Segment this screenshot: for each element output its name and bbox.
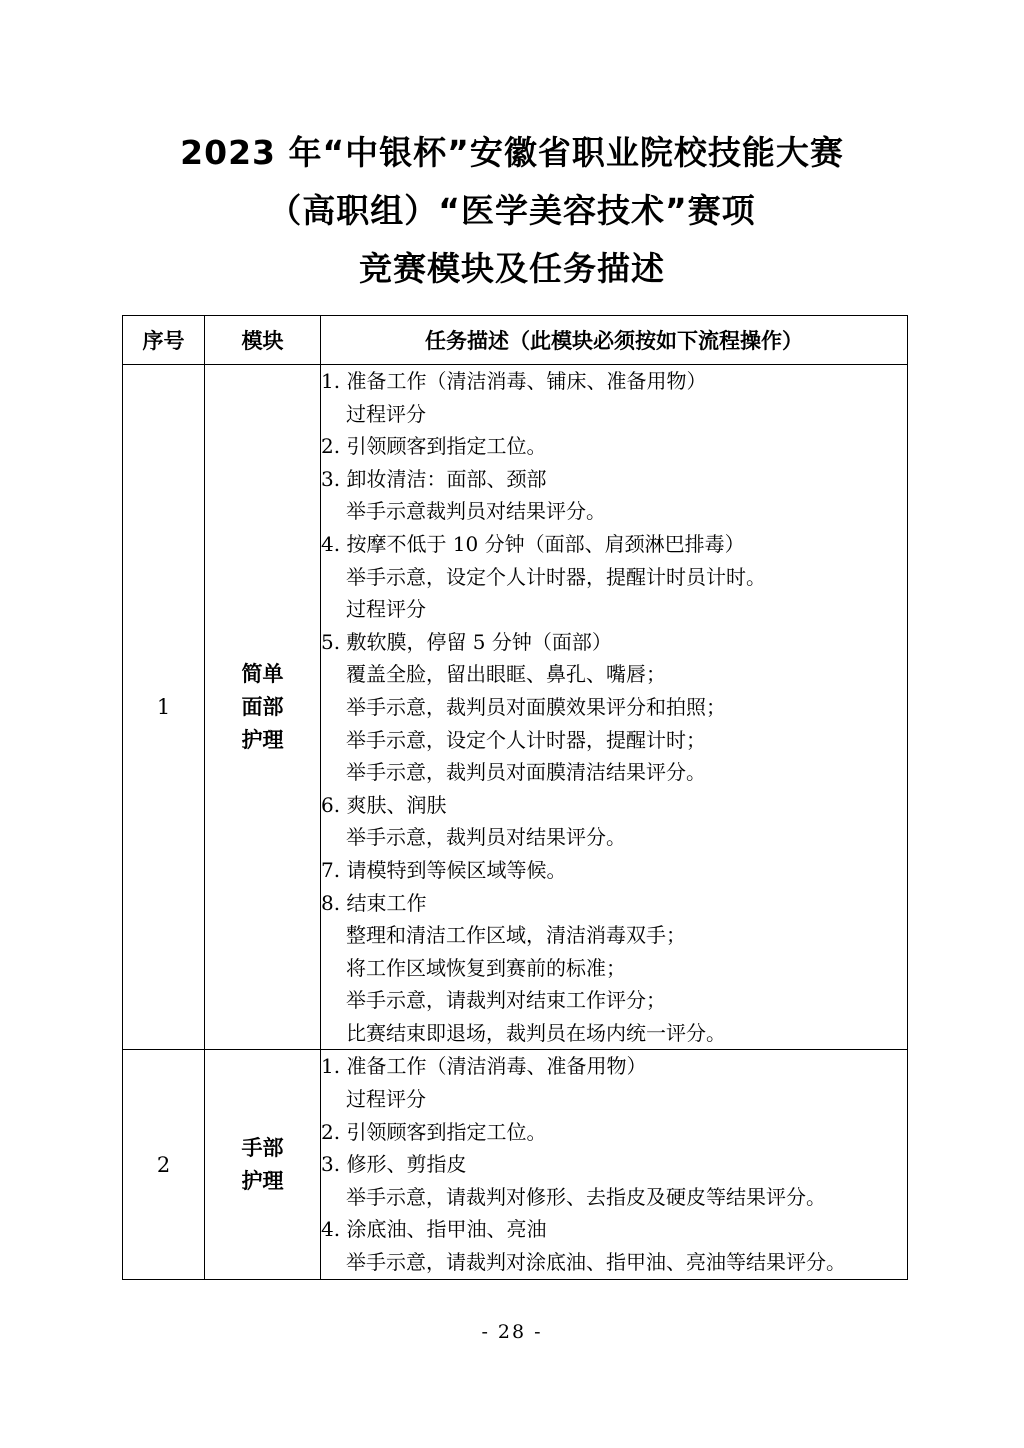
table-row xyxy=(123,1050,908,1279)
task-step: 3. 卸妆清洁：面部、颈部 xyxy=(321,466,547,491)
task-detail: 举手示意，请裁判对修形、去指皮及硬皮等结果评分。 xyxy=(346,1184,826,1209)
row-num: 2 xyxy=(123,1050,205,1279)
task-step: 1. 准备工作（清洁消毒、铺床、准备用物） xyxy=(321,369,707,393)
header-module: 模块 xyxy=(205,316,321,365)
task-detail: 将工作区域恢复到赛前的标准； xyxy=(346,955,626,980)
row-num: 1 xyxy=(123,365,205,1050)
task-step: 4. 按摩不低于 10 分钟（面部、肩颈淋巴排毒） xyxy=(321,531,745,556)
task-detail: 过程评分 xyxy=(346,1087,426,1112)
task-step: 2. 引领顾客到指定工位。 xyxy=(321,1119,547,1144)
title-line-3: 竞赛模块及任务描述 xyxy=(359,249,665,288)
page-number: - 28 - xyxy=(481,1321,543,1343)
task-detail: 举手示意，请裁判对涂底油、指甲油、亮油等结果评分。 xyxy=(346,1250,846,1275)
module-label: 简单 xyxy=(241,661,284,686)
task-step: 1. 准备工作（清洁消毒、准备用物） xyxy=(321,1054,647,1079)
task-step: 6. 爽肤、润肤 xyxy=(321,792,447,817)
task-detail: 举手示意，裁判员对面膜清洁结果评分。 xyxy=(346,760,706,785)
row-description xyxy=(321,365,908,1050)
task-detail: 举手示意，裁判员对面膜效果评分和拍照； xyxy=(346,694,726,719)
task-step: 4. 涂底油、指甲油、亮油 xyxy=(321,1217,547,1242)
header-desc: 任务描述（此模块必须按如下流程操作） xyxy=(321,316,908,365)
task-step: 7. 请模特到等候区域等候。 xyxy=(321,857,567,882)
table-row xyxy=(123,365,908,1050)
title-line-1: 2023 年“中银杯”安徽省职业院校技能大赛 xyxy=(180,133,844,172)
module-label: 面部 xyxy=(241,694,284,719)
row-module xyxy=(205,1050,321,1279)
task-detail: 覆盖全脸，留出眼眶、鼻孔、嘴唇； xyxy=(346,662,666,687)
task-table xyxy=(122,315,908,1280)
task-step: 3. 修形、剪指皮 xyxy=(321,1152,467,1177)
row-description xyxy=(321,1050,908,1279)
header-num: 序号 xyxy=(123,316,205,365)
module-label: 护理 xyxy=(241,1168,284,1193)
module-label: 手部 xyxy=(241,1135,284,1160)
task-detail: 整理和清洁工作区域，清洁消毒双手； xyxy=(346,923,686,948)
task-step: 2. 引领顾客到指定工位。 xyxy=(321,434,547,459)
task-detail: 举手示意，设定个人计时器，提醒计时员计时。 xyxy=(346,564,766,589)
task-detail: 举手示意，设定个人计时器，提醒计时； xyxy=(346,727,706,752)
module-label: 护理 xyxy=(241,727,284,752)
task-detail: 举手示意，裁判员对结果评分。 xyxy=(346,825,626,850)
document-title xyxy=(0,124,1024,298)
table-header-row xyxy=(123,316,908,365)
task-detail: 过程评分 xyxy=(346,597,426,622)
title-line-2: （高职组）“医学美容技术”赛项 xyxy=(268,191,756,230)
task-detail: 举手示意裁判员对结果评分。 xyxy=(346,499,606,524)
task-detail: 举手示意，请裁判对结束工作评分； xyxy=(346,988,666,1013)
task-detail: 比赛结束即退场，裁判员在场内统一评分。 xyxy=(346,1020,726,1045)
task-step: 8. 结束工作 xyxy=(321,890,427,915)
task-step: 5. 敷软膜，停留 5 分钟（面部） xyxy=(321,629,612,654)
task-detail: 过程评分 xyxy=(346,401,426,426)
row-module xyxy=(205,365,321,1050)
